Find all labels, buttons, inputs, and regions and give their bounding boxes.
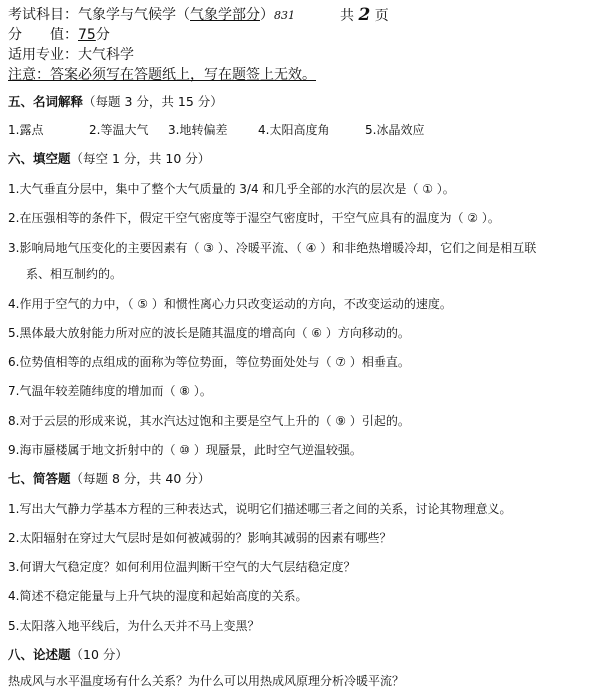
section-5-heading — [8, 94, 223, 110]
section-6-sub: （每空 1 分，共 10 分） — [70, 151, 211, 166]
score-line — [8, 26, 110, 44]
section-7-sub: （每题 8 分，共 40 分） — [70, 471, 211, 486]
fill-question-1: 1.大气垂直分层中，集中了整个大气质量的 3/4 和几乎全部的水汽的层次是（ ① ）。 — [8, 182, 455, 196]
term-item: 5.冰晶效应 — [365, 123, 425, 137]
section-5-sub: （每题 3 分，共 15 分） — [83, 94, 223, 109]
handwritten-code: 831 — [274, 9, 295, 22]
fill-question-5: 5.黑体最大放射能力所对应的波长是随其温度的增高向（ ⑥ ）方向移动的。 — [8, 326, 410, 340]
short-question-5: 5.太阳落入地平线后，为什么天并不马上变黑？ — [8, 619, 260, 633]
term-item: 4.太阳高度角 — [258, 123, 330, 137]
fill-question-9: 9.海市蜃楼属于地文折射中的（ ⑩ ）现蜃景，此时空气逆温较强。 — [8, 443, 362, 457]
subject-label: 考试科目： — [8, 7, 78, 23]
major-value: 大气科学 — [78, 47, 134, 63]
handwritten-page-count: 2 — [358, 5, 371, 25]
fill-question-3-cont: 系、相互制约的。 — [26, 267, 123, 281]
fill-question-4: 4.作用于空气的力中，（ ⑤ ）和惯性离心力只改变运动的方向，不改变运动的速度。 — [8, 297, 452, 311]
subject-main: 气象学与气候学（ — [78, 7, 190, 23]
notice-line: 注意：答案必须写在答题纸上，写在题签上无效。 — [8, 67, 316, 83]
essay-question-1: 热成风与水平温度场有什么关系？为什么可以用热成风原理分析冷暖平流？ — [8, 674, 405, 688]
section-6-heading — [8, 151, 210, 167]
score-label: 分 值： — [8, 27, 78, 43]
short-question-1: 1.写出大气静力学基本方程的三种表达式，说明它们描述哪三者之间的关系，讨论其物理意义。 — [8, 502, 512, 516]
term-item: 2.等温大气 — [89, 123, 149, 137]
section-8-heading — [8, 647, 128, 663]
section-7-title: 七、简答题 — [8, 471, 71, 486]
score-value: 75 — [78, 27, 96, 43]
section-7-heading — [8, 471, 210, 487]
term-item: 3.地转偏差 — [168, 123, 228, 137]
fill-question-3: 3.影响局地气压变化的主要因素有（ ③ ）、冷暖平流、（ ④ ）和非绝热增暖冷却，它们之间是相互联 — [8, 241, 537, 255]
section-5-title: 五、名词解释 — [8, 94, 84, 109]
subject-close: ） — [260, 7, 274, 23]
short-question-4: 4.简述不稳定能量与上升气块的湿度和起始高度的关系。 — [8, 589, 308, 603]
score-unit: 分 — [95, 27, 110, 43]
term-item: 1.露点 — [8, 123, 44, 137]
subject-part: 气象学部分 — [190, 7, 260, 23]
total-pages-prefix: 共 — [340, 8, 354, 24]
major-label: 适用专业： — [8, 47, 78, 63]
section-8-sub: （10 分） — [70, 647, 128, 662]
short-question-3: 3.何谓大气稳定度？如何利用位温判断干空气的大气层结稳定度？ — [8, 560, 356, 574]
section-6-title: 六、填空题 — [8, 151, 71, 166]
short-question-2: 2.太阳辐射在穿过大气层时是如何被减弱的？影响其减弱的因素有哪些？ — [8, 531, 392, 545]
fill-question-8: 8.对于云层的形成来说，其水汽达过饱和主要是空气上升的（ ⑨ ）引起的。 — [8, 414, 410, 428]
fill-question-2: 2.在压强相等的条件下，假定干空气密度等于湿空气密度时，干空气应具有的温度为（ ② ）。 — [8, 211, 500, 225]
subject-line — [8, 6, 295, 25]
major-line — [8, 46, 134, 64]
total-pages-suffix: 页 — [374, 8, 389, 24]
section-8-title: 八、论述题 — [8, 647, 71, 662]
total-pages — [340, 6, 389, 25]
fill-question-6: 6.位势值相等的点组成的面称为等位势面，等位势面处处与（ ⑦ ）相垂直。 — [8, 355, 410, 369]
fill-question-7: 7.气温年较差随纬度的增加而（ ⑧ ）。 — [8, 384, 212, 398]
